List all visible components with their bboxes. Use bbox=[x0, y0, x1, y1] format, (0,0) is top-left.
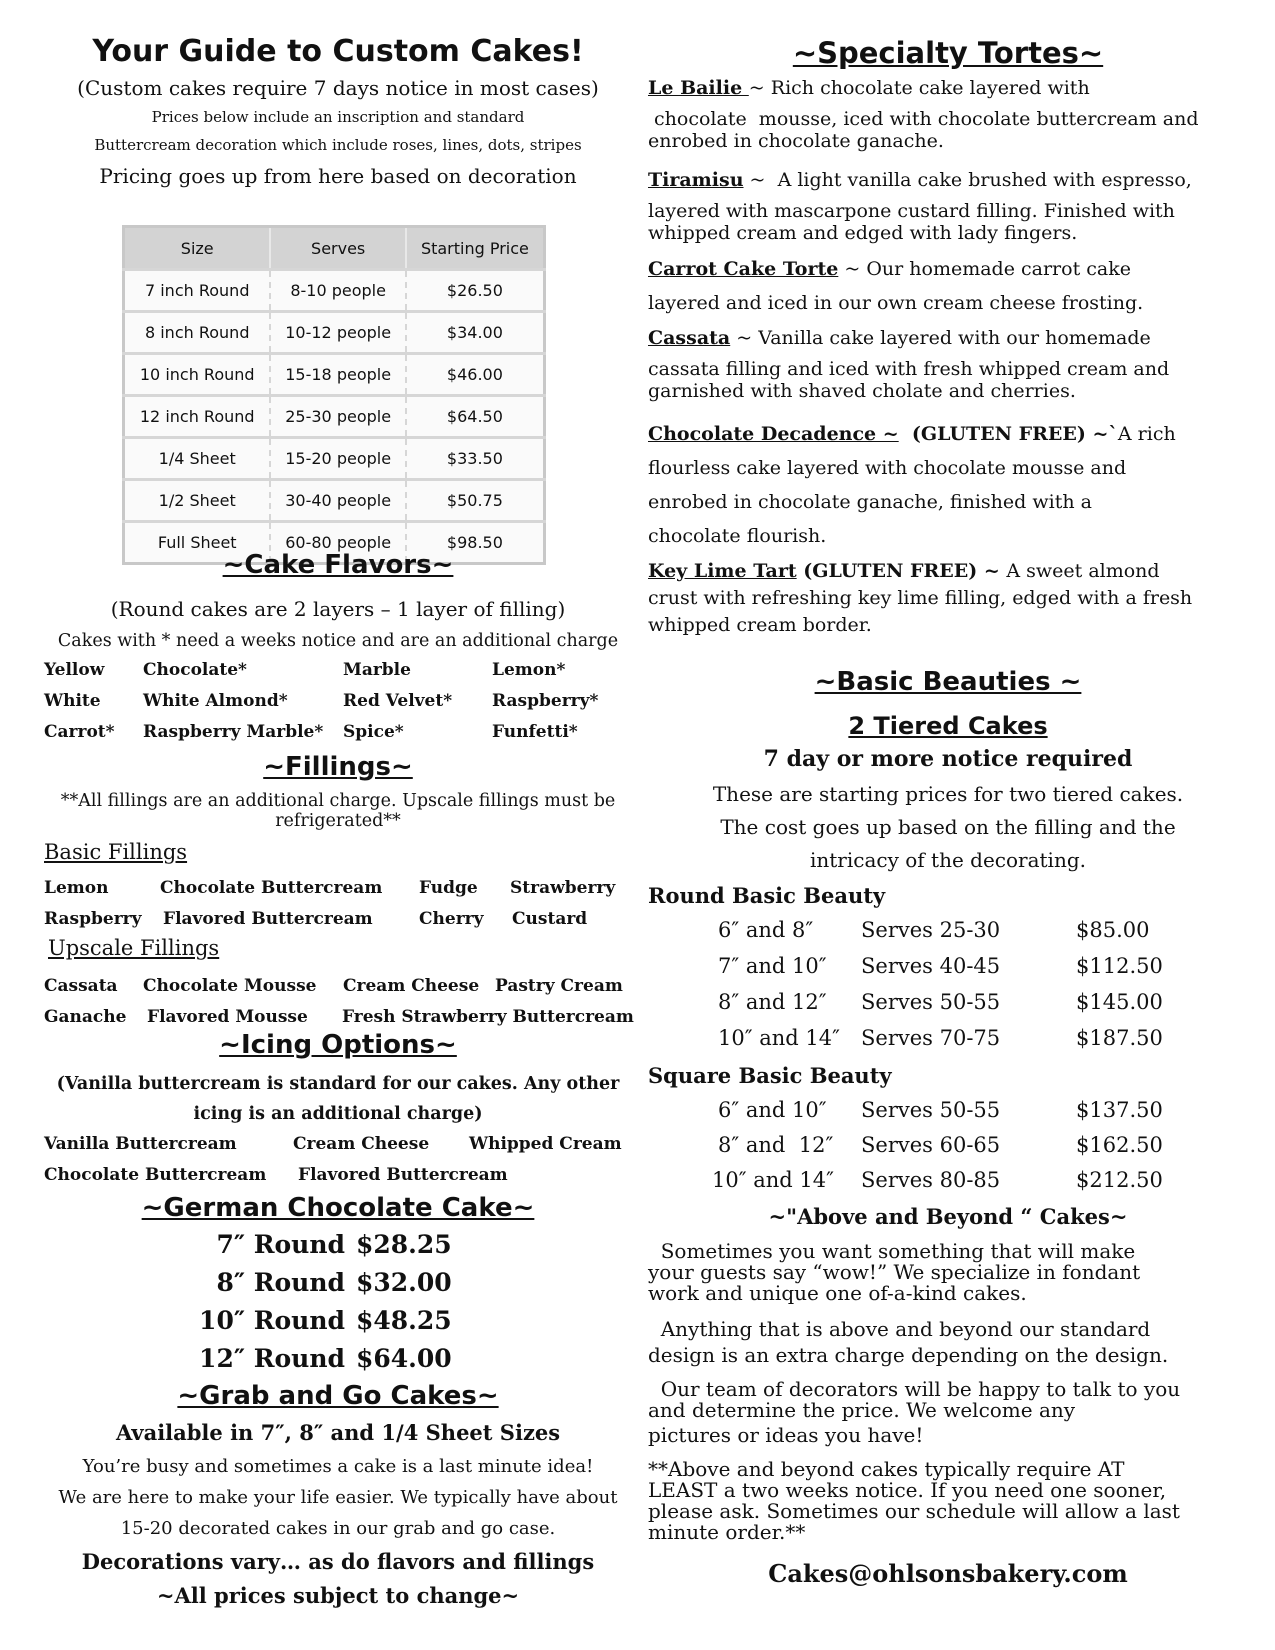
above-line: Sometimes you want something that will make bbox=[648, 1239, 1136, 1263]
table-row bbox=[124, 438, 545, 480]
table-row bbox=[124, 270, 545, 312]
square-size: 10″ and 14″ bbox=[712, 1168, 834, 1192]
torte-item bbox=[648, 170, 1248, 245]
torte-flag: (GLUTEN FREE) ~` bbox=[898, 423, 1118, 445]
above-para-3 bbox=[648, 1379, 1248, 1446]
square-size: 8″ and 12″ bbox=[718, 1133, 834, 1157]
col-header-size: Size bbox=[124, 227, 271, 270]
filling-item: Lemon bbox=[44, 878, 109, 898]
flavors-note-1: (Round cakes are 2 layers – 1 layer of filling) bbox=[110, 597, 566, 621]
round-price: $112.50 bbox=[1076, 954, 1163, 978]
torte-item bbox=[648, 78, 1248, 153]
size-table bbox=[122, 225, 546, 565]
torte-desc: garnished with shaved cholate and cherries. bbox=[648, 379, 1076, 402]
round-size: 6″ and 8″ bbox=[718, 918, 814, 942]
table-row bbox=[124, 480, 545, 522]
above-line: your guests say “wow!” We specialize in fondant bbox=[648, 1260, 1141, 1284]
col-header-serves: Serves bbox=[270, 227, 405, 270]
torte-desc: A rich bbox=[1117, 423, 1176, 445]
col-header-price: Starting Price bbox=[406, 227, 545, 270]
price-cell: $64.50 bbox=[406, 396, 545, 438]
price-note-1: Prices below include an inscription and standard bbox=[151, 108, 525, 126]
torte-desc: Vanilla cake layered with our homemade bbox=[758, 327, 1151, 349]
price-note-3: Pricing goes up from here based on decoration bbox=[99, 164, 577, 188]
filling-item: Cream Cheese bbox=[343, 976, 480, 996]
german-price: $64.00 bbox=[356, 1344, 452, 1373]
price-cell: $98.50 bbox=[406, 522, 545, 564]
flavor-item: Lemon* bbox=[492, 660, 566, 680]
torte-name: Le Bailie bbox=[648, 77, 749, 99]
round-price: $145.00 bbox=[1076, 990, 1163, 1014]
icing-item: Flavored Buttercream bbox=[298, 1165, 508, 1185]
round-size: 8″ and 12″ bbox=[718, 990, 827, 1014]
torte-desc: whipped cream border. bbox=[648, 614, 872, 636]
filling-item: Cherry bbox=[419, 909, 484, 929]
above-para-4 bbox=[648, 1459, 1248, 1543]
torte-sep: ~ bbox=[748, 77, 771, 99]
serves-cell: 25-30 people bbox=[270, 396, 405, 438]
torte-desc: layered and iced in our own cream cheese frosting. bbox=[648, 292, 1144, 314]
fillings-note-1: **All fillings are an additional charge. Upscale fillings must be bbox=[60, 791, 616, 811]
notice-text: (Custom cakes require 7 days notice in most cases) bbox=[77, 76, 599, 100]
table-row bbox=[124, 396, 545, 438]
above-line: LEAST a two weeks notice. If you need one sooner, bbox=[648, 1478, 1167, 1502]
filling-item: Ganache bbox=[44, 1007, 127, 1027]
filling-item: Flavored Mousse bbox=[147, 1007, 308, 1027]
flavor-item: White bbox=[44, 691, 101, 711]
german-price: $32.00 bbox=[356, 1268, 452, 1297]
flavor-item: Red Velvet* bbox=[343, 691, 453, 711]
upscale-fillings-label: Upscale Fillings bbox=[48, 936, 220, 960]
square-price: $162.50 bbox=[1076, 1133, 1163, 1157]
torte-desc: Our homemade carrot cake bbox=[866, 258, 1131, 280]
flavor-item: Marble bbox=[343, 660, 411, 680]
above-line: please ask. Sometimes our schedule will allow a last bbox=[648, 1499, 1180, 1523]
torte-desc: chocolate mousse, iced with chocolate buttercream and bbox=[648, 108, 1199, 130]
flavor-item: Funfetti* bbox=[492, 722, 578, 742]
square-serves: Serves 80-85 bbox=[861, 1168, 1001, 1192]
above-line: **Above and beyond cakes typically require AT bbox=[648, 1457, 1125, 1481]
icing-item: Chocolate Buttercream bbox=[44, 1165, 267, 1185]
price-cell: $46.00 bbox=[406, 354, 545, 396]
page-title: Your Guide to Custom Cakes! bbox=[92, 34, 584, 69]
above-para-2 bbox=[648, 1316, 1248, 1368]
torte-item bbox=[648, 259, 1248, 315]
grab-line-4: Decorations vary… as do flavors and fillings bbox=[81, 1549, 595, 1574]
round-serves: Serves 40-45 bbox=[861, 954, 1001, 978]
beauties-subheading: 2 Tiered Cakes bbox=[848, 712, 1048, 740]
filling-item: Fresh Strawberry Buttercream bbox=[342, 1007, 634, 1027]
serves-cell: 30-40 people bbox=[270, 480, 405, 522]
torte-name: Carrot Cake Torte bbox=[648, 258, 839, 280]
square-price: $137.50 bbox=[1076, 1098, 1163, 1122]
grab-line-1: You’re busy and sometimes a cake is a last minute idea! bbox=[82, 1456, 594, 1477]
grab-line-5: ~All prices subject to change~ bbox=[156, 1583, 520, 1608]
beauties-intro-1: These are starting prices for two tiered cakes. bbox=[712, 782, 1184, 806]
size-cell: 1/4 Sheet bbox=[124, 438, 271, 480]
german-price: $48.25 bbox=[356, 1306, 452, 1335]
round-serves: Serves 70-75 bbox=[861, 1026, 1001, 1050]
torte-name: Chocolate Decadence ~ bbox=[648, 423, 899, 445]
icing-heading: ~Icing Options~ bbox=[219, 1030, 457, 1060]
torte-name: Cassata bbox=[648, 327, 731, 349]
above-line: and determine the price. We welcome any bbox=[648, 1398, 1076, 1422]
torte-item bbox=[648, 558, 1248, 639]
filling-item: Fudge bbox=[419, 878, 478, 898]
torte-item bbox=[648, 417, 1248, 553]
above-heading: ~"Above and Beyond “ Cakes~ bbox=[768, 1204, 1128, 1229]
flavors-heading: ~Cake Flavors~ bbox=[222, 550, 454, 580]
beauties-intro-2: The cost goes up based on the filling and the bbox=[720, 815, 1176, 839]
torte-desc: chocolate flourish. bbox=[648, 525, 827, 547]
flavors-grid bbox=[44, 660, 634, 760]
serves-cell: 60-80 people bbox=[270, 522, 405, 564]
above-para-1 bbox=[648, 1241, 1248, 1304]
german-heading: ~German Chocolate Cake~ bbox=[141, 1193, 535, 1223]
fillings-note-2: refrigerated** bbox=[275, 811, 401, 831]
size-cell: 1/2 Sheet bbox=[124, 480, 271, 522]
torte-desc: whipped cream and edged with lady fingers. bbox=[648, 221, 1078, 244]
flavor-item: Chocolate* bbox=[143, 660, 247, 680]
round-serves: Serves 50-55 bbox=[861, 990, 1001, 1014]
round-price: $187.50 bbox=[1076, 1026, 1163, 1050]
size-cell: Full Sheet bbox=[124, 522, 271, 564]
flavor-item: Spice* bbox=[343, 722, 404, 742]
square-price: $212.50 bbox=[1076, 1168, 1163, 1192]
torte-flag: (GLUTEN FREE) ~ bbox=[796, 560, 1007, 582]
flavor-item: White Almond* bbox=[143, 691, 288, 711]
serves-cell: 15-20 people bbox=[270, 438, 405, 480]
german-price-list bbox=[193, 1230, 493, 1380]
beauties-notice: 7 day or more notice required bbox=[763, 746, 1133, 772]
german-size: 8″ Round bbox=[216, 1268, 345, 1297]
flavors-note-2: Cakes with * need a weeks notice and are an additional charge bbox=[57, 631, 619, 651]
filling-item: Strawberry bbox=[510, 878, 616, 898]
torte-item bbox=[648, 328, 1248, 403]
price-cell: $34.00 bbox=[406, 312, 545, 354]
above-line: work and unique one of-a-kind cakes. bbox=[648, 1281, 1027, 1305]
torte-desc: A light vanilla cake brushed with espresso, bbox=[777, 169, 1192, 191]
price-cell: $26.50 bbox=[406, 270, 545, 312]
square-beauty-label: Square Basic Beauty bbox=[648, 1063, 892, 1088]
serves-cell: 10-12 people bbox=[270, 312, 405, 354]
serves-cell: 15-18 people bbox=[270, 354, 405, 396]
square-serves: Serves 50-55 bbox=[861, 1098, 1001, 1122]
above-line: Our team of decorators will be happy to talk to you bbox=[648, 1377, 1181, 1401]
torte-sep: ~ bbox=[743, 169, 778, 191]
serves-cell: 8-10 people bbox=[270, 270, 405, 312]
round-size: 7″ and 10″ bbox=[718, 954, 827, 978]
torte-desc: Rich chocolate cake layered with bbox=[770, 77, 1090, 99]
german-size: 7″ Round bbox=[216, 1230, 345, 1259]
filling-item: Pastry Cream bbox=[495, 976, 623, 996]
torte-desc: enrobed in chocolate ganache, finished with a bbox=[648, 491, 1092, 513]
german-price: $28.25 bbox=[356, 1230, 452, 1259]
square-size: 6″ and 10″ bbox=[718, 1098, 827, 1122]
grab-sizes: Available in 7″, 8″ and 1/4 Sheet Sizes bbox=[115, 1420, 561, 1445]
size-cell: 7 inch Round bbox=[124, 270, 271, 312]
size-cell: 12 inch Round bbox=[124, 396, 271, 438]
contact-email[interactable]: Cakes@ohlsonsbakery.com bbox=[768, 1559, 1128, 1588]
filling-item: Cassata bbox=[44, 976, 118, 996]
round-size: 10″ and 14″ bbox=[718, 1026, 840, 1050]
above-line: Anything that is above and beyond our standard bbox=[648, 1317, 1151, 1341]
above-line: minute order.** bbox=[648, 1520, 806, 1544]
size-table-header bbox=[124, 227, 545, 270]
torte-sep: ~ bbox=[730, 327, 759, 349]
price-cell: $33.50 bbox=[406, 438, 545, 480]
icing-item: Whipped Cream bbox=[469, 1134, 622, 1154]
torte-name: Tiramisu bbox=[648, 169, 744, 191]
torte-desc: flourless cake layered with chocolate mousse and bbox=[648, 457, 1127, 479]
grab-line-2: We are here to make your life easier. We typically have about bbox=[58, 1487, 618, 1508]
size-cell: 10 inch Round bbox=[124, 354, 271, 396]
grab-heading: ~Grab and Go Cakes~ bbox=[177, 1381, 499, 1411]
torte-desc: layered with mascarpone custard filling. Finished with bbox=[648, 200, 1175, 222]
fillings-heading: ~Fillings~ bbox=[263, 752, 413, 782]
beauties-heading: ~Basic Beauties ~ bbox=[814, 667, 1082, 697]
tortes-heading: ~Specialty Tortes~ bbox=[792, 36, 1104, 70]
filling-item: Flavored Buttercream bbox=[163, 909, 373, 929]
torte-desc: crust with refreshing key lime filling, edged with a fresh bbox=[648, 587, 1193, 609]
torte-name: Key Lime Tart bbox=[648, 560, 797, 582]
basic-fillings-label: Basic Fillings bbox=[44, 840, 188, 864]
icing-note-1: (Vanilla buttercream is standard for our cakes. Any other bbox=[56, 1074, 620, 1094]
above-line: design is an extra charge depending on the design. bbox=[648, 1343, 1169, 1367]
filling-item: Chocolate Buttercream bbox=[160, 878, 383, 898]
icing-item: Cream Cheese bbox=[293, 1134, 430, 1154]
filling-item: Raspberry bbox=[44, 909, 142, 929]
torte-desc: A sweet almond bbox=[1006, 560, 1160, 582]
icing-note-2: icing is an additional charge) bbox=[193, 1104, 483, 1124]
flavor-item: Raspberry Marble* bbox=[143, 722, 324, 742]
price-cell: $50.75 bbox=[406, 480, 545, 522]
size-cell: 8 inch Round bbox=[124, 312, 271, 354]
round-beauty-label: Round Basic Beauty bbox=[648, 883, 886, 908]
torte-sep: ~ bbox=[838, 258, 867, 280]
beauties-intro-3: intricacy of the decorating. bbox=[809, 848, 1086, 872]
icing-item: Vanilla Buttercream bbox=[44, 1134, 237, 1154]
grab-line-3: 15-20 decorated cakes in our grab and go case. bbox=[120, 1518, 556, 1539]
square-serves: Serves 60-65 bbox=[861, 1133, 1001, 1157]
flavor-item: Yellow bbox=[44, 660, 105, 680]
filling-item: Custard bbox=[512, 909, 588, 929]
german-size: 10″ Round bbox=[199, 1306, 345, 1335]
flavor-item: Raspberry* bbox=[492, 691, 599, 711]
torte-desc: enrobed in chocolate ganache. bbox=[648, 129, 944, 152]
price-note-2: Buttercream decoration which include roses, lines, dots, stripes bbox=[94, 136, 582, 154]
round-price: $85.00 bbox=[1076, 918, 1150, 942]
above-line: pictures or ideas you have! bbox=[648, 1423, 924, 1447]
flavor-item: Carrot* bbox=[44, 722, 115, 742]
table-row bbox=[124, 354, 545, 396]
german-size: 12″ Round bbox=[199, 1344, 345, 1373]
round-serves: Serves 25-30 bbox=[861, 918, 1001, 942]
page-title-wrap bbox=[38, 34, 638, 69]
filling-item: Chocolate Mousse bbox=[143, 976, 317, 996]
torte-desc: cassata filling and iced with fresh whipped cream and bbox=[648, 358, 1170, 380]
table-row bbox=[124, 312, 545, 354]
